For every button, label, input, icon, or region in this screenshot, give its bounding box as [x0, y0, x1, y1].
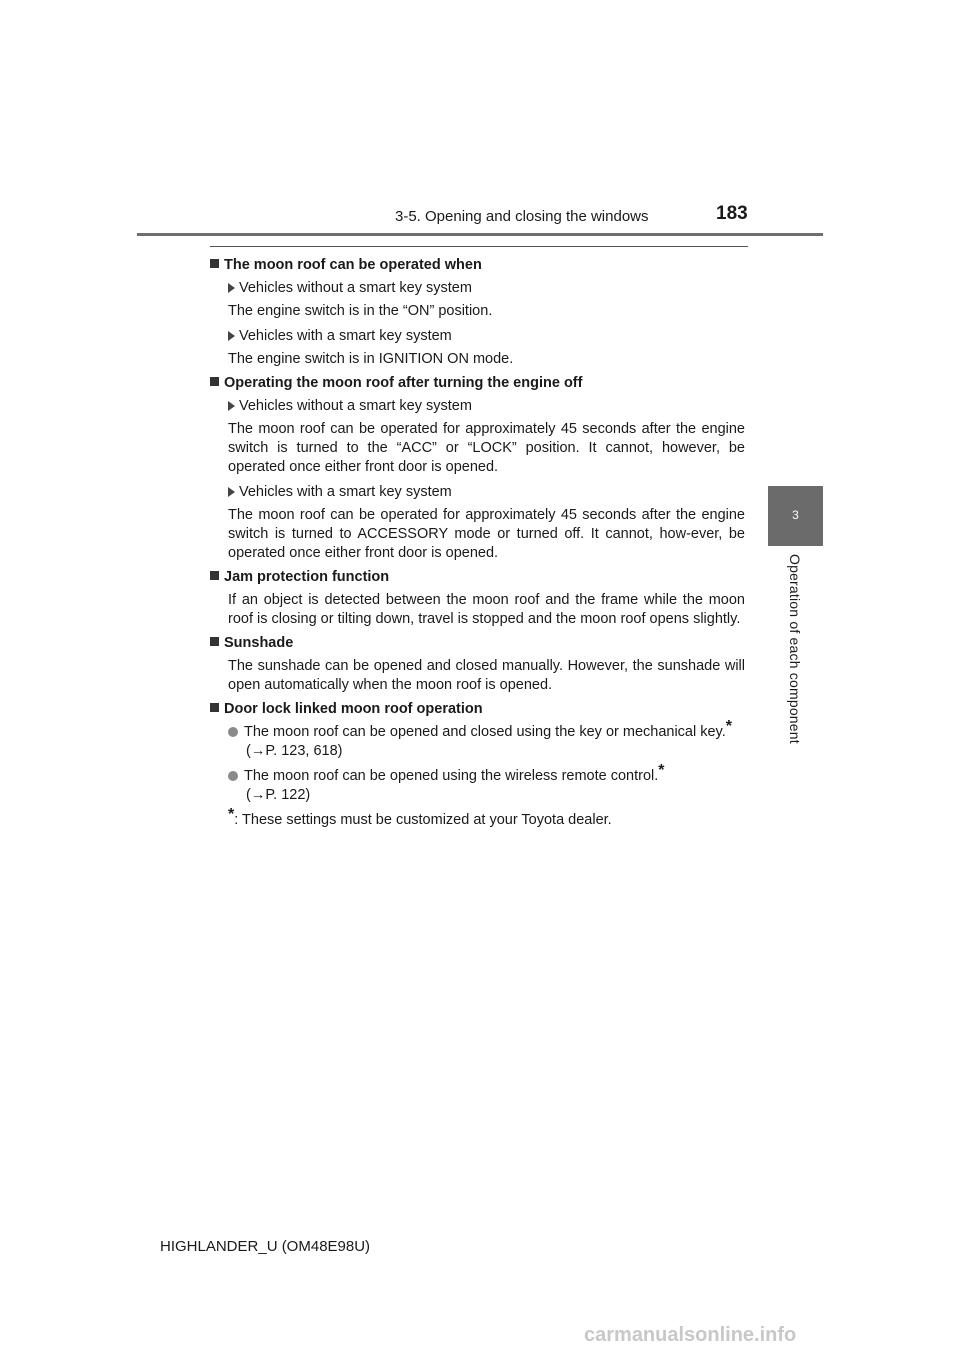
- section-heading: [210, 255, 745, 277]
- square-bullet-icon: [210, 637, 219, 646]
- subheading-text: Vehicles with a smart key system: [239, 484, 452, 500]
- header-divider: [137, 233, 823, 236]
- heading-text: The moon roof can be operated when: [224, 257, 482, 273]
- section-heading: [210, 373, 745, 395]
- subheading: [228, 325, 745, 348]
- content-divider: [210, 246, 748, 247]
- bullet-item: [228, 762, 745, 809]
- section-heading: [210, 699, 745, 721]
- triangle-arrow-icon: [228, 487, 235, 497]
- asterisk-mark: *: [725, 718, 732, 735]
- circle-bullet-icon: [228, 727, 238, 737]
- page-reference[interactable]: (→P. 123, 618): [246, 743, 343, 759]
- paragraph: The engine switch is in IGNITION ON mode.: [228, 351, 514, 367]
- page-content: [210, 255, 745, 832]
- bullet-text: The moon roof can be opened and closed using the key or mechanical key.: [244, 724, 726, 740]
- heading-text: Operating the moon roof after turning the engine off: [224, 375, 583, 391]
- paragraph: The engine switch is in the “ON” position.: [228, 303, 493, 319]
- square-bullet-icon: [210, 703, 219, 712]
- subheading-text: Vehicles without a smart key system: [239, 280, 472, 296]
- page-number: 183: [716, 203, 748, 224]
- triangle-arrow-icon: [228, 283, 235, 293]
- chapter-number: 3: [792, 508, 799, 522]
- chapter-label: [782, 554, 808, 754]
- heading-text: Jam protection function: [224, 569, 390, 585]
- heading-text: Door lock linked moon roof operation: [224, 701, 483, 717]
- subheading-text: Vehicles without a smart key system: [239, 398, 472, 414]
- subheading: [228, 277, 745, 300]
- bullet-text: The moon roof can be opened using the wireless remote control.: [244, 768, 659, 784]
- watermark: carmanualsonline.info: [584, 1324, 797, 1346]
- subheading: [228, 395, 745, 418]
- circle-bullet-icon: [228, 771, 238, 781]
- triangle-arrow-icon: [228, 401, 235, 411]
- page-reference[interactable]: (→P. 122): [246, 787, 311, 803]
- square-bullet-icon: [210, 377, 219, 386]
- model-code: HIGHLANDER_U (OM48E98U): [160, 1238, 371, 1255]
- subheading-text: Vehicles with a smart key system: [239, 328, 452, 344]
- asterisk-mark: *: [228, 806, 235, 823]
- section-title: 3-5. Opening and closing the windows: [395, 208, 649, 225]
- footnote: [228, 806, 745, 832]
- paragraph: The moon roof can be operated for approximately 45 seconds after the engine switch is turned to the “ACC” or “LOCK” position. It cannot, however, be operated once either front door is opened.: [228, 421, 745, 475]
- square-bullet-icon: [210, 259, 219, 268]
- chapter-label-text: Operation of each component: [787, 554, 803, 744]
- chapter-tab: [768, 486, 823, 546]
- heading-text: Sunshade: [224, 635, 294, 651]
- section-heading: [210, 633, 745, 655]
- footnote-text: : These settings must be customized at your Toyota dealer.: [234, 812, 612, 828]
- asterisk-mark: *: [658, 762, 665, 779]
- paragraph: The moon roof can be operated for approximately 45 seconds after the engine switch is turned to ACCESSORY mode or turned off. It cannot, how-ever, be operated once either front door is opened.: [228, 507, 745, 561]
- paragraph: The sunshade can be opened and closed manually. However, the sunshade will open automatically when the moon roof is opened.: [228, 658, 745, 693]
- bullet-item: [228, 718, 745, 765]
- paragraph: If an object is detected between the moon roof and the frame while the moon roof is closing or tilting down, travel is stopped and the moon roof opens slightly.: [228, 592, 745, 627]
- triangle-arrow-icon: [228, 331, 235, 341]
- section-heading: [210, 567, 745, 589]
- square-bullet-icon: [210, 571, 219, 580]
- subheading: [228, 481, 745, 504]
